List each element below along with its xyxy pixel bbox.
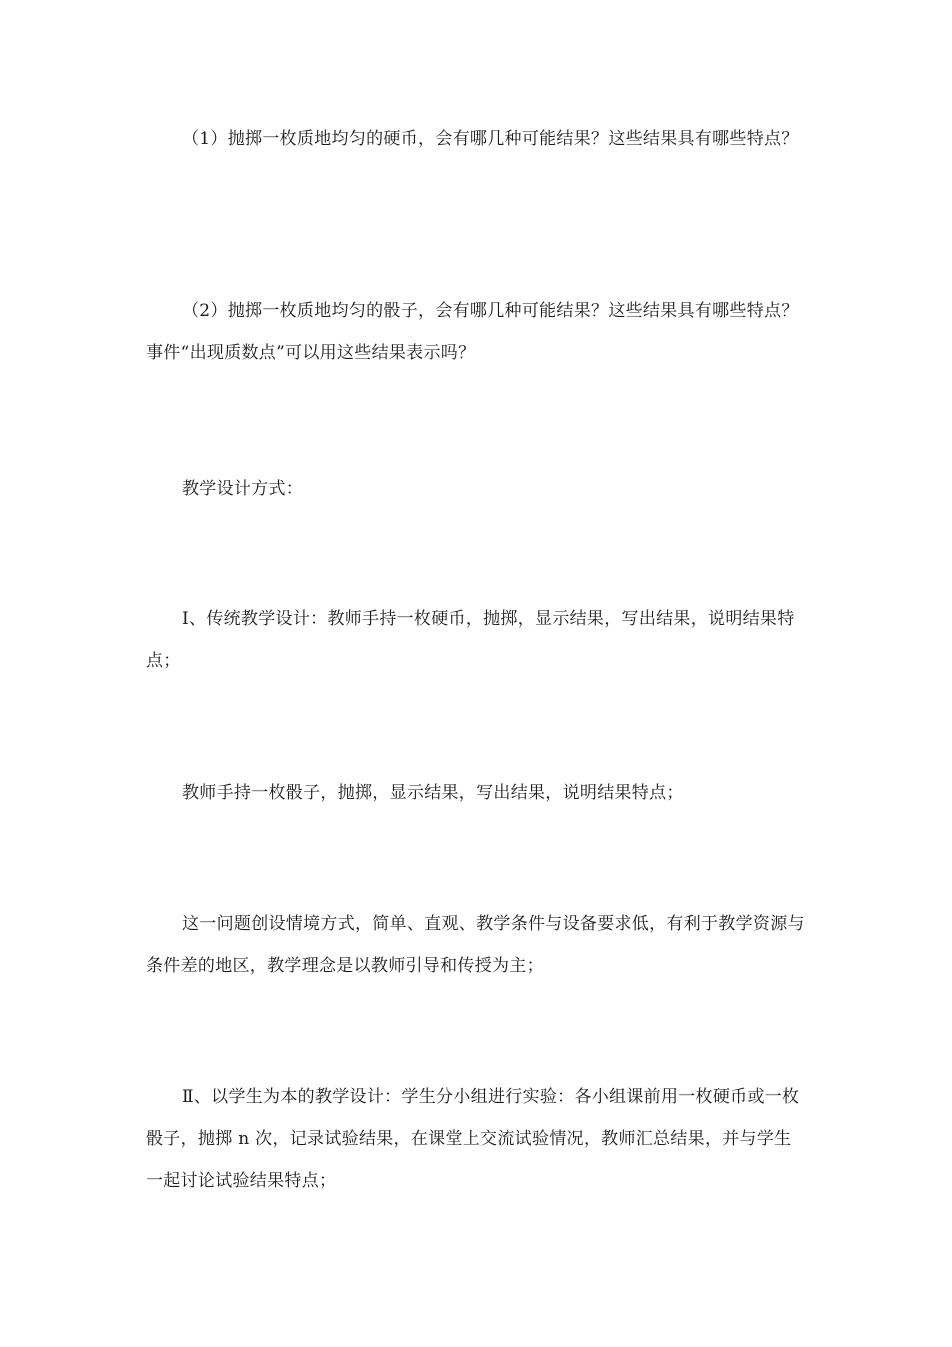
design-method-heading: 教学设计方式： <box>182 479 304 499</box>
student-centered-design-paragraph: Ⅱ、以学生为本的教学设计：学生分小组进行实验：各小组课前用一枚硬币或一枚骰子，抛掷 n 次，记录试验结果，在课堂上交流试验情况，教师汇总结果，并与学生一起讨论试验结果特点； <box>146 1087 800 1191</box>
teacher-dice-paragraph: 教师手持一枚骰子，抛掷，显示结果，写出结果，说明结果特点； <box>182 783 684 803</box>
question-dice-paragraph: （2）抛掷一枚质地均匀的骰子，会有哪几种可能结果？这些结果具有哪些特点？事件“出现质数点”可以用这些结果表示吗？ <box>146 301 799 363</box>
question-coin-paragraph: （1）抛掷一枚质地均匀的硬币，会有哪几种可能结果？这些结果具有哪些特点？ <box>182 129 799 149</box>
scenario-evaluation-paragraph: 这一问题创设情境方式，简单、直观、教学条件与设备要求低，有利于教学资源与条件差的地区，教学理念是以教师引导和传授为主； <box>146 914 805 976</box>
traditional-design-paragraph: Ⅰ、传统教学设计：教师手持一枚硬币，抛掷，显示结果，写出结果，说明结果特点； <box>146 609 795 671</box>
